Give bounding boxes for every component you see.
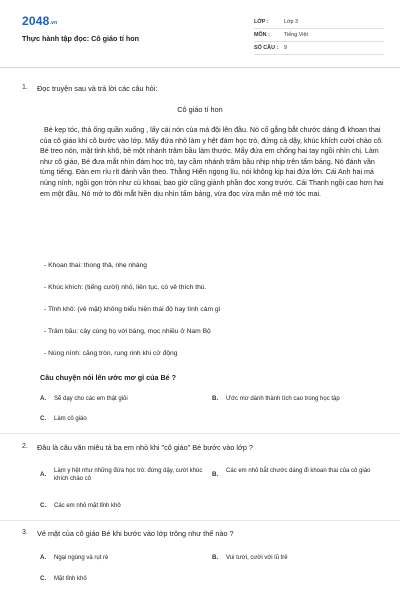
question-divider [0, 520, 400, 521]
option-letter: A. [40, 554, 47, 561]
option-text: Các em nhỏ bắt chước dáng đi khoan thai của cô giáo [226, 468, 371, 474]
option-letter: A. [40, 471, 47, 478]
glossary-item: - Tỉnh khô: (vẻ mặt) không biểu hiện thái độ hay tình cảm gì [44, 306, 221, 313]
question-number: 3. [22, 529, 28, 536]
answer-option[interactable] [40, 395, 200, 403]
option-text: Làm cô giáo [54, 416, 87, 422]
glossary-item: - Trâm bầu: cây cùng họ với bàng, mọc nhiều ở Nam Bộ [44, 328, 211, 335]
story-title: Cô giáo tí hon [177, 105, 223, 114]
option-text: Vui tươi, cười với lũ trẻ [226, 555, 288, 561]
option-letter: B. [212, 554, 219, 561]
option-letter: C. [40, 502, 47, 509]
option-letter: B. [212, 395, 219, 402]
story-passage: Bé kẹp tóc, thả ống quần xuống , lấy cái nón của má đội lên đầu. Nó cố gắng bắt chước dáng đi khoan thai của cô giáo khi cô bước vào lớp. Mấy đứa nhỏ làm y hệt đám học trò, đứng cả dậy, khúc khích cười chào cô. Bé treo nón, mặt tỉnh khô, bẻ một nhánh trâm bầu làm thước. Mấy đứa em chống hai tay ngồi nhìn chị. Làm như cô giáo, Bé đưa mắt nhìn đám học trò, tay cầm nhánh trâm bầu nhịp nhịp trên tấm bảng. Nó đánh vần từng tiếng. Đàn em ríu rít đánh vần theo. Thằng Hiển ngọng líu, nói không kịp hai đứa lớn. Cái Anh hai má núng nính, ngồi gọn tròn như củ khoai, bao giờ cũng giành phần đọc xong trước. Cái Thanh ngồi cao hơn hai em một đầu. Nó mở to đôi mắt hiền dịu nhìn tấm bảng, vừa đọc vừa mân mê mớ tóc mai. [40, 126, 384, 198]
option-text: Ước mơ dành thành tích cao trong học tập [226, 396, 340, 402]
answer-option[interactable] [40, 554, 205, 562]
meta-count-value: 9 [284, 45, 287, 51]
option-text: Các em nhỏ mặt tỉnh khô [54, 503, 121, 509]
meta-class-key: LỚP : [254, 19, 269, 25]
option-text: Ngại ngùng và rụt rè [54, 555, 109, 561]
exercise-title: Thực hành tập đọc: Cô giáo tí hon [22, 34, 140, 43]
glossary-item: - Khúc khích: (tiếng cười) nhỏ, liên tục, có vẻ thích thú. [44, 284, 207, 291]
answer-option[interactable] [40, 575, 205, 583]
meta-subject-row [254, 29, 384, 42]
glossary-item: - Núng nính: căng tròn, rung rinh khi cử động [44, 350, 178, 357]
question-divider [0, 433, 400, 434]
answer-option[interactable] [212, 554, 387, 562]
meta-class-value: Lớp 3 [284, 19, 299, 25]
meta-count-key: SỐ CÂU : [254, 45, 279, 51]
answer-option[interactable] [40, 502, 205, 510]
question-text: Đâu là câu văn miêu tả ba em nhỏ khi "cô giáo" Bé bước vào lớp ? [37, 443, 253, 452]
meta-count-row [254, 42, 384, 55]
question-text: Vẻ mặt của cô giáo Bé khi bước vào lớp trông như thế nào ? [37, 529, 234, 538]
meta-subject-key: MÔN : [254, 32, 270, 38]
option-text: Sẽ dạy cho các em thật giỏi [54, 396, 128, 402]
answer-option[interactable] [40, 415, 200, 423]
header-divider [0, 67, 400, 68]
option-text: Mặt tỉnh khô [54, 576, 87, 582]
question-text: Đọc truyện sau và trả lời các câu hỏi: [37, 84, 158, 93]
meta-subject-value: Tiếng Việt [284, 32, 308, 38]
option-letter: C. [40, 415, 47, 422]
answer-option[interactable] [40, 467, 205, 484]
page-header [0, 0, 400, 62]
question-number: 1. [22, 84, 28, 91]
answer-option[interactable] [212, 395, 387, 403]
answer-option[interactable] [212, 467, 387, 478]
option-letter: C. [40, 575, 47, 582]
question-prompt: Câu chuyện nói lên ước mơ gì của Bé ? [40, 373, 177, 382]
meta-class-row [254, 16, 384, 29]
option-letter: A. [40, 395, 47, 402]
question-number: 2. [22, 443, 28, 450]
exercise-meta [254, 16, 384, 55]
logo-text: 2048 [22, 14, 50, 28]
option-letter: B. [212, 471, 219, 478]
glossary-item: - Khoan thai: thong thả, nhẹ nhàng [44, 262, 147, 269]
option-text: Làm y hệt như những đứa học trò: đứng dậy, cười khúc khích chào cô [54, 468, 203, 483]
logo-suffix: .vn [49, 20, 58, 26]
site-logo[interactable] [22, 14, 57, 28]
